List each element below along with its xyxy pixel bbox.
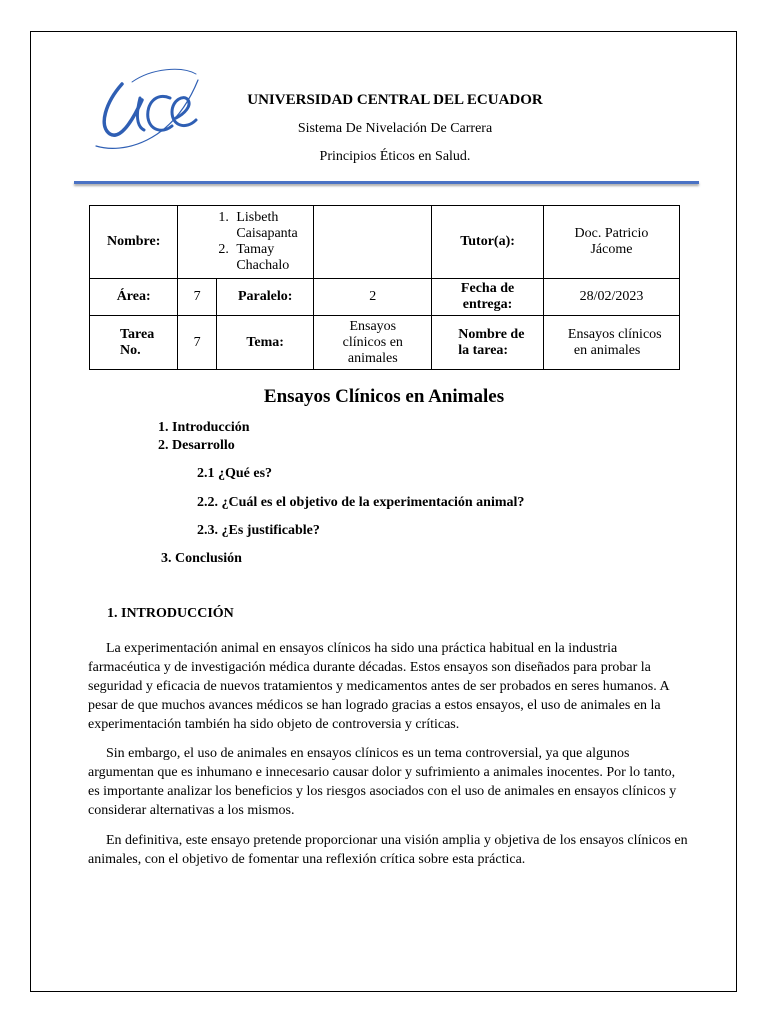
toc-item: 2.1 ¿Qué es? bbox=[197, 466, 273, 481]
empty-cell bbox=[314, 206, 432, 279]
area-label: Área: bbox=[90, 279, 178, 316]
paragraph: Sin embargo, el uso de animales en ensayos clínicos es un tema controversial, ya que algunos argumentan que es inhumano e innecesario causar dolor y sufrimiento a animales inocentes. Por lo tanto, es importante analizar los beneficios y los riesgos asociados con el uso de animales en ensayos clínicos y considerar alternativas a los mismos. bbox=[88, 746, 677, 818]
paralelo-label: Paralelo: bbox=[216, 279, 313, 316]
paragraph: En definitiva, este ensayo pretende proporcionar una visión amplia y objetiva de los ensayos clínicos en animales, con el objetivo de fomentar una reflexión crítica sobre esta práctica. bbox=[88, 833, 688, 867]
name-item-cont: Caisapanta bbox=[236, 226, 298, 241]
header-divider bbox=[74, 181, 699, 184]
program-name: Sistema De Nivelación De Carrera bbox=[297, 121, 493, 136]
table-row bbox=[90, 316, 680, 370]
header-block bbox=[190, 90, 600, 166]
toc-item: 2. Desarrollo bbox=[158, 438, 235, 453]
toc-item: 2.2. ¿Cuál es el objetivo de la experimentación animal? bbox=[197, 495, 525, 510]
toc-item: 3. Conclusión bbox=[161, 551, 242, 566]
tema-value: Ensayos clínicos en animales bbox=[314, 316, 432, 370]
toc-item: 2.3. ¿Es justificable? bbox=[197, 523, 320, 538]
nombre-label: Nombre: bbox=[90, 206, 178, 279]
name-item: 1. Lisbeth bbox=[218, 210, 279, 225]
fecha-label: Fecha de entrega: bbox=[432, 279, 544, 316]
name-item: 2. Tamay bbox=[218, 242, 275, 257]
tutor-value: Doc. Patricio Jácome bbox=[543, 206, 679, 279]
table-row bbox=[90, 206, 680, 279]
university-name: UNIVERSIDAD CENTRAL DEL ECUADOR bbox=[247, 92, 543, 108]
tarea-label: Tarea No. bbox=[90, 316, 178, 370]
uce-logo bbox=[92, 64, 204, 152]
toc-item: 1. Introducción bbox=[158, 420, 250, 435]
section-heading: 1. INTRODUCCIÓN bbox=[107, 606, 234, 621]
table-row bbox=[90, 279, 680, 316]
info-table bbox=[89, 205, 680, 370]
tema-label: Tema: bbox=[216, 316, 313, 370]
tarea-value: 7 bbox=[178, 316, 217, 370]
paragraph: La experimentación animal en ensayos clínicos ha sido una práctica habitual en la industria farmacéutica y de investigación médica durante décadas. Estos ensayos son diseñados para probar la seguridad y eficacia de nuevos tratamientos y medicamentos antes de ser probados en seres humanos. A pesar de que muchos avances médicos se han logrado gracias a estos ensayos, el uso de animales en la experimentación también ha sido objeto de controversia y críticas. bbox=[88, 641, 669, 732]
nombre-tarea-value: Ensayos clínicos en animales bbox=[543, 316, 679, 370]
nombre-tarea-label: Nombre de la tarea: bbox=[432, 316, 544, 370]
document-title: Ensayos Clínicos en Animales bbox=[263, 386, 505, 407]
area-value: 7 bbox=[178, 279, 217, 316]
course-name: Principios Éticos en Salud. bbox=[319, 149, 471, 164]
name-item-cont: Chachalo bbox=[236, 258, 290, 273]
paralelo-value: 2 bbox=[314, 279, 432, 316]
tutor-label: Tutor(a): bbox=[432, 206, 544, 279]
names-cell bbox=[178, 206, 314, 279]
fecha-value: 28/02/2023 bbox=[543, 279, 679, 316]
